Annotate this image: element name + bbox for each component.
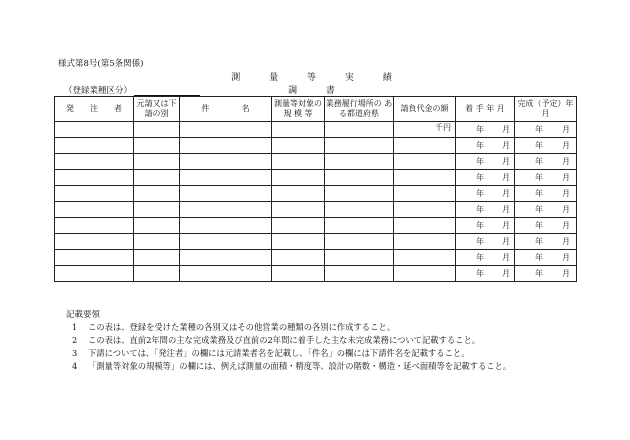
location-cell[interactable]: [325, 186, 394, 202]
registration-category-field[interactable]: [134, 86, 200, 96]
registration-category: [64, 84, 200, 96]
month-label: 月: [562, 269, 570, 278]
project-name-cell[interactable]: [180, 170, 272, 186]
year-month: [515, 204, 576, 215]
amount-cell[interactable]: [394, 202, 456, 218]
month-label: 月: [562, 205, 570, 214]
month-label: 月: [502, 189, 510, 198]
note-text: 下請については、「発注者」の欄には元請業者名を記載し、「件名」の欄には下請件名を記載すること。: [88, 348, 470, 358]
client-cell[interactable]: [55, 250, 134, 266]
project-name-cell[interactable]: [180, 154, 272, 170]
year-label: 年: [476, 253, 484, 262]
contract-type-cell[interactable]: [134, 170, 180, 186]
header-scale: 測量等対象の 規 模 等: [272, 97, 325, 122]
year-label: 年: [535, 189, 543, 198]
year-label: 年: [535, 205, 543, 214]
location-cell[interactable]: [325, 218, 394, 234]
year-label: 年: [535, 221, 543, 230]
year-month: [515, 188, 576, 199]
year-label: 年: [476, 205, 484, 214]
year-month: [456, 140, 514, 151]
project-name-cell[interactable]: [180, 122, 272, 138]
location-cell[interactable]: [325, 234, 394, 250]
year-month: [456, 156, 514, 167]
start-cell[interactable]: [456, 138, 515, 154]
year-label: 年: [476, 141, 484, 150]
month-label: 月: [502, 253, 510, 262]
month-label: 月: [502, 205, 510, 214]
amount-cell[interactable]: [394, 234, 456, 250]
note-text: この表は、登録を受けた業種の各別又はその他営業の種類の各別に作成すること。: [88, 322, 395, 332]
note-item: [72, 321, 395, 333]
year-month: [456, 236, 514, 247]
completion-cell[interactable]: [515, 250, 577, 266]
header-project-name: 件 名: [180, 97, 272, 122]
table-row: [55, 186, 577, 202]
completion-cell[interactable]: [515, 218, 577, 234]
form-number: 様式第8号(第5条関係): [58, 59, 144, 69]
year-month: [456, 268, 514, 279]
contract-type-cell[interactable]: [134, 266, 180, 282]
completion-cell[interactable]: [515, 138, 577, 154]
note-number: 1: [72, 322, 78, 332]
year-label: 年: [476, 237, 484, 246]
client-cell[interactable]: [55, 218, 134, 234]
amount-cell[interactable]: [394, 138, 456, 154]
completion-cell[interactable]: [515, 154, 577, 170]
note-text: 「測量等対象の規模等」の欄には、例えば測量の面積・精度等、設計の階数・構造・延べ面積等を記載すること。: [88, 361, 512, 371]
start-cell[interactable]: [456, 154, 515, 170]
contract-type-cell[interactable]: [134, 186, 180, 202]
location-cell[interactable]: [325, 122, 394, 138]
year-month: [515, 268, 576, 279]
header-contract-type: 元請又は下請の別: [134, 97, 180, 122]
client-cell[interactable]: [55, 266, 134, 282]
year-label: 年: [476, 189, 484, 198]
amount-cell[interactable]: [394, 250, 456, 266]
start-cell[interactable]: [456, 122, 515, 138]
scale-cell[interactable]: [272, 266, 325, 282]
year-label: 年: [535, 253, 543, 262]
start-cell[interactable]: [456, 234, 515, 250]
scale-cell[interactable]: [272, 218, 325, 234]
header-amount: 請負代金の額: [394, 97, 456, 122]
scale-cell[interactable]: [272, 186, 325, 202]
client-cell[interactable]: [55, 122, 134, 138]
start-cell[interactable]: [456, 170, 515, 186]
note-item: [72, 347, 470, 359]
month-label: 月: [562, 157, 570, 166]
scale-cell[interactable]: [272, 138, 325, 154]
month-label: 月: [562, 189, 570, 198]
month-label: 月: [562, 237, 570, 246]
scale-cell[interactable]: [272, 250, 325, 266]
scale-cell[interactable]: [272, 202, 325, 218]
project-name-cell[interactable]: [180, 218, 272, 234]
year-month: [515, 236, 576, 247]
header-location: 業務履行場所の ある都道府県: [325, 97, 394, 122]
scale-cell[interactable]: [272, 122, 325, 138]
month-label: 月: [562, 253, 570, 262]
header-client: 発 注 者: [55, 97, 134, 122]
amount-cell[interactable]: [394, 218, 456, 234]
table-row: [55, 138, 577, 154]
contract-type-cell[interactable]: [134, 218, 180, 234]
table-row: [55, 154, 577, 170]
year-month: [515, 124, 576, 135]
start-cell[interactable]: [456, 186, 515, 202]
year-month: [456, 220, 514, 231]
year-month: [456, 188, 514, 199]
completion-cell[interactable]: [515, 266, 577, 282]
note-number: 4: [72, 361, 78, 371]
scale-cell[interactable]: [272, 154, 325, 170]
month-label: 月: [502, 221, 510, 230]
year-label: 年: [535, 237, 543, 246]
year-month: [515, 140, 576, 151]
contract-type-cell[interactable]: [134, 154, 180, 170]
survey-record-table: [54, 96, 598, 282]
year-month: [456, 172, 514, 183]
amount-cell[interactable]: [394, 186, 456, 202]
year-month: [456, 204, 514, 215]
client-cell[interactable]: [55, 186, 134, 202]
start-cell[interactable]: [456, 202, 515, 218]
location-cell[interactable]: [325, 202, 394, 218]
note-number: 3: [72, 348, 78, 358]
header-completion: 完成（予定）年 月: [515, 97, 577, 122]
completion-cell[interactable]: [515, 202, 577, 218]
month-label: 月: [502, 125, 510, 134]
year-label: 年: [476, 125, 484, 134]
month-label: 月: [502, 237, 510, 246]
table-row: [55, 250, 577, 266]
month-label: 月: [502, 141, 510, 150]
year-label: 年: [476, 173, 484, 182]
year-month: [456, 252, 514, 263]
amount-cell[interactable]: 千円: [394, 122, 456, 138]
contract-type-cell[interactable]: [134, 250, 180, 266]
year-month: [515, 156, 576, 167]
project-name-cell[interactable]: [180, 138, 272, 154]
location-cell[interactable]: [325, 170, 394, 186]
amount-cell[interactable]: [394, 266, 456, 282]
contract-type-cell[interactable]: [134, 138, 180, 154]
project-name-cell[interactable]: [180, 234, 272, 250]
month-label: 月: [502, 173, 510, 182]
header-start: 着 手 年 月: [456, 97, 515, 122]
scale-cell[interactable]: [272, 234, 325, 250]
project-name-cell[interactable]: [180, 266, 272, 282]
month-label: 月: [562, 221, 570, 230]
year-month: [515, 172, 576, 183]
document-title: 測 量 等 実 績 調 書: [231, 73, 405, 96]
note-item: [72, 360, 511, 372]
month-label: 月: [562, 141, 570, 150]
start-cell[interactable]: [456, 250, 515, 266]
location-cell[interactable]: [325, 154, 394, 170]
month-label: 月: [562, 125, 570, 134]
year-month: [515, 252, 576, 263]
client-cell[interactable]: [55, 234, 134, 250]
table-row: [55, 218, 577, 234]
table-row: [55, 266, 577, 282]
location-cell[interactable]: [325, 138, 394, 154]
table-header-row: [55, 97, 577, 122]
contract-type-cell[interactable]: [134, 122, 180, 138]
year-label: 年: [535, 157, 543, 166]
month-label: 月: [502, 269, 510, 278]
table-row: [55, 234, 577, 250]
amount-cell[interactable]: [394, 170, 456, 186]
year-month: [515, 220, 576, 231]
year-label: 年: [535, 269, 543, 278]
location-cell[interactable]: [325, 266, 394, 282]
completion-cell[interactable]: [515, 122, 577, 138]
project-name-cell[interactable]: [180, 250, 272, 266]
project-name-cell[interactable]: [180, 186, 272, 202]
table-row: [55, 170, 577, 186]
table-row: [55, 122, 577, 138]
location-cell[interactable]: [325, 250, 394, 266]
completion-cell[interactable]: [515, 170, 577, 186]
year-label: 年: [535, 173, 543, 182]
client-cell[interactable]: [55, 154, 134, 170]
start-cell[interactable]: [456, 218, 515, 234]
note-number: 2: [72, 335, 78, 345]
year-label: 年: [535, 141, 543, 150]
scale-cell[interactable]: [272, 170, 325, 186]
completion-cell[interactable]: [515, 186, 577, 202]
month-label: 月: [502, 157, 510, 166]
start-cell[interactable]: [456, 266, 515, 282]
month-label: 月: [562, 173, 570, 182]
table-row: [55, 202, 577, 218]
client-cell[interactable]: [55, 202, 134, 218]
notes-heading: 記載要領: [66, 310, 101, 320]
contract-type-cell[interactable]: [134, 234, 180, 250]
client-cell[interactable]: [55, 170, 134, 186]
year-label: 年: [535, 125, 543, 134]
client-cell[interactable]: [55, 138, 134, 154]
project-name-cell[interactable]: [180, 202, 272, 218]
year-label: 年: [476, 157, 484, 166]
note-item: [72, 334, 480, 346]
year-label: 年: [476, 221, 484, 230]
year-label: 年: [476, 269, 484, 278]
registration-category-label: （登録業種区分）: [64, 86, 133, 96]
completion-cell[interactable]: [515, 234, 577, 250]
contract-type-cell[interactable]: [134, 202, 180, 218]
amount-cell[interactable]: [394, 154, 456, 170]
year-month: [456, 124, 514, 135]
note-text: この表は、直前2年間の主な完成業務及び直前の2年間に着手した主な未完成業務について記載すること。: [88, 335, 481, 345]
